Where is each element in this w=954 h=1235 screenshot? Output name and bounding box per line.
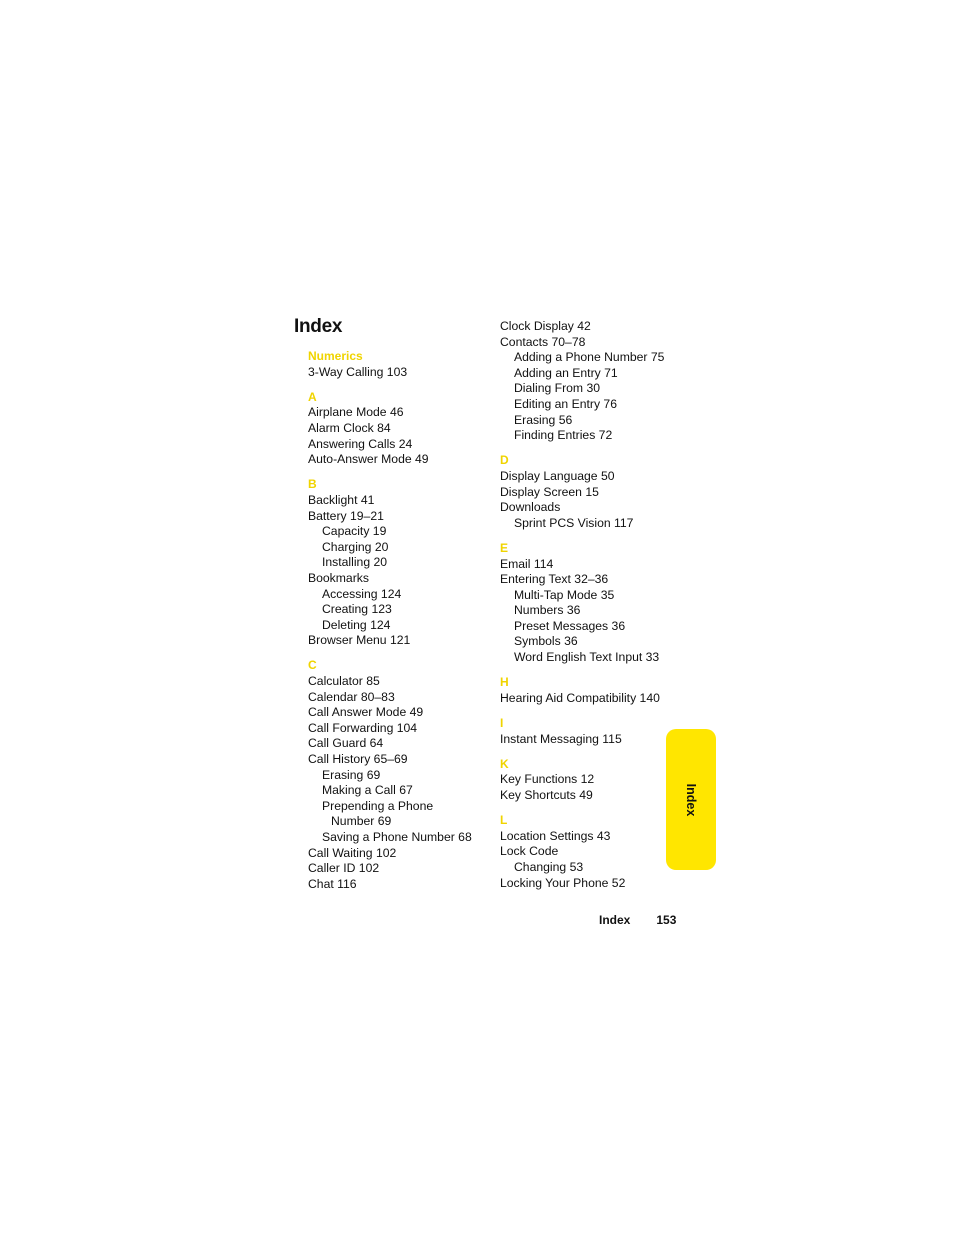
- index-entry: Location Settings 43: [500, 828, 611, 843]
- index-subentry: Preset Messages 36: [514, 618, 626, 633]
- index-subentry: Saving a Phone Number 68: [322, 830, 472, 844]
- index-entry: Downloads: [500, 500, 561, 515]
- index-entry: Airplane Mode 46: [308, 405, 404, 420]
- index-subentry: Multi-Tap Mode 35: [514, 587, 615, 602]
- index-entry: Instant Messaging 115: [500, 731, 622, 746]
- index-entry: Browser Menu 121: [308, 633, 411, 648]
- index-section: [308, 390, 493, 468]
- index-entry: Chat 116: [308, 876, 357, 891]
- section-tab: [666, 729, 716, 870]
- section-letter: K: [500, 756, 509, 771]
- index-entry: Key Functions 12: [500, 772, 595, 787]
- index-entry: Bookmarks: [308, 570, 369, 585]
- index-entry: Call Waiting 102: [308, 845, 397, 860]
- index-subentry: Capacity 19: [322, 524, 387, 539]
- index-entry: Clock Display 42: [500, 319, 591, 333]
- index-section: [308, 658, 493, 892]
- index-section: [500, 716, 675, 747]
- index-subentry: Deleting 124: [322, 617, 391, 632]
- index-section: [500, 541, 675, 666]
- index-subentry: Adding a Phone Number 75: [514, 350, 665, 365]
- index-entry: Display Screen 15: [500, 484, 599, 499]
- index-section: [308, 477, 493, 649]
- index-entry: Auto-Answer Mode 49: [308, 452, 429, 467]
- index-entry: Hearing Aid Compatibility 140: [500, 690, 660, 705]
- index-subentry: Sprint PCS Vision 117: [514, 515, 634, 530]
- section-letter: B: [308, 477, 317, 492]
- index-subentry: Erasing 69: [322, 767, 381, 782]
- index-entry: Call Guard 64: [308, 736, 384, 751]
- index-section: [308, 349, 493, 380]
- index-entry: Backlight 41: [308, 492, 375, 507]
- index-entry: Caller ID 102: [308, 861, 380, 876]
- page-title: Index: [294, 316, 343, 337]
- index-entry: Calendar 80–83: [308, 689, 395, 704]
- index-entry: Call Forwarding 104: [308, 720, 418, 735]
- index-section: [500, 675, 675, 706]
- index-entry: Key Shortcuts 49: [500, 788, 593, 802]
- index-entry: Battery 19–21: [308, 508, 384, 523]
- index-entry: Calculator 85: [308, 674, 380, 689]
- index-section: [500, 319, 675, 444]
- index-subentry: Charging 20: [322, 539, 389, 554]
- page-footer: [599, 913, 676, 927]
- index-subentry: Symbols 36: [514, 634, 578, 649]
- index-subentry: Finding Entries 72: [514, 428, 613, 443]
- index-entry: Lock Code: [500, 844, 559, 859]
- index-subentry: Installing 20: [322, 555, 388, 570]
- index-subentry: Numbers 36: [514, 603, 581, 618]
- index-section: [500, 813, 675, 891]
- index-entry: Email 114: [500, 556, 554, 571]
- index-subentry: Erasing 56: [514, 412, 573, 427]
- index-entry: 3-Way Calling 103: [308, 364, 408, 379]
- index-subentry: Word English Text Input 33: [514, 650, 660, 665]
- index-section: [500, 453, 675, 531]
- index-entry: Entering Text 32–36: [500, 572, 609, 587]
- index-entry: Call Answer Mode 49: [308, 705, 424, 720]
- section-letter: L: [500, 813, 508, 828]
- index-subentry: Editing an Entry 76: [514, 396, 617, 411]
- index-subentry: Changing 53: [514, 859, 584, 874]
- index-subentry: Prepending a Phone: [322, 798, 434, 813]
- footer-label: Index: [599, 913, 631, 927]
- index-entry: Locking Your Phone 52: [500, 875, 626, 890]
- page-number: 153: [656, 913, 677, 927]
- index-subentry: Making a Call 67: [322, 783, 413, 798]
- section-letter: D: [500, 453, 509, 468]
- index-subentry: Dialing From 30: [514, 381, 601, 396]
- index-section: [500, 757, 675, 804]
- section-letter: H: [500, 675, 509, 690]
- section-letter: I: [500, 716, 504, 731]
- index-subentry: Adding an Entry 71: [514, 365, 618, 380]
- index-subentry: Accessing 124: [322, 586, 402, 601]
- section-letter: C: [308, 658, 317, 673]
- index-subentry: Creating 123: [322, 602, 392, 617]
- index-entry: Answering Calls 24: [308, 436, 413, 451]
- index-entry: Display Language 50: [500, 468, 615, 483]
- section-letter: E: [500, 540, 509, 555]
- index-entry: Alarm Clock 84: [308, 420, 391, 435]
- index-subentry: Number 69: [331, 814, 392, 829]
- section-letter: Numerics: [308, 349, 363, 363]
- index-column-right: [500, 319, 675, 901]
- section-letter: A: [308, 389, 317, 404]
- index-column-left: [308, 349, 493, 902]
- index-entry: Call History 65–69: [308, 752, 408, 767]
- section-tab-label: Index: [684, 783, 698, 816]
- index-entry: Contacts 70–78: [500, 334, 586, 349]
